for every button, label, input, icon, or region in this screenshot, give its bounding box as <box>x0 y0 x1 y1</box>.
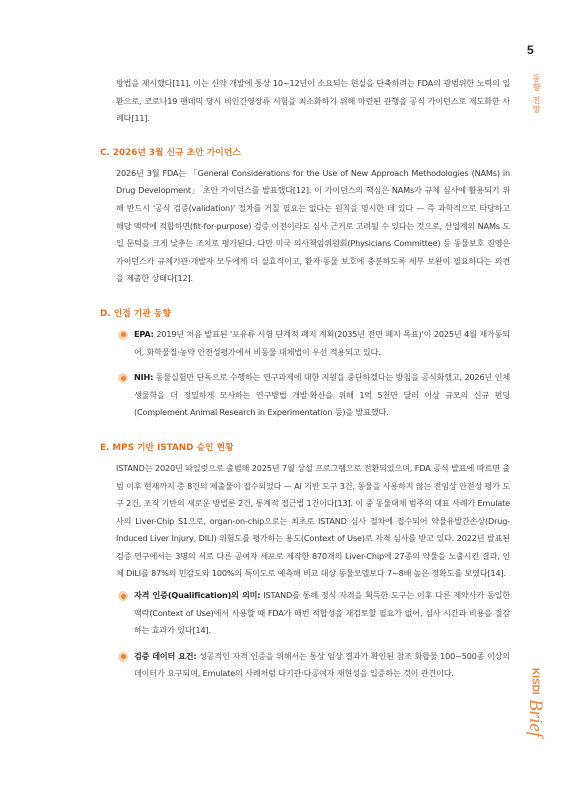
brand-logo <box>520 668 550 748</box>
brand-brief: Brief <box>525 698 546 737</box>
bullet-term: 자격 인증(Qualification)의 의미: <box>134 590 261 601</box>
side-section-label: 동향 전망 <box>532 74 541 114</box>
orange-dot-bullet-icon <box>118 373 128 383</box>
intro-paragraph: 방법을 제시했다[11]. 이는 신약 개발에 통상 10~12년이 소요되는 현실을 단축하려는 FDA의 광범위한 노력의 일환으로, 코로나19 팬데믹 당시 비인간영장류 시험을 최소화하기 위해 마련된 관행을 공식 가이던스로 제도화한 사례다[11]. <box>116 78 510 124</box>
bullet-text: ISTAND를 통해 정식 자격을 획득한 도구는 이후 다른 제약사가 동일한 맥락(Context of Use)에서 사용할 때 FDA가 매번 적합성을 재검토할 필요가 없어, 심사 시간과 비용을 절감하는 효과가 있다[14]. <box>134 590 510 636</box>
list-item-epa <box>100 326 510 361</box>
bullet-term: NIH: <box>134 372 154 383</box>
list-item-nih <box>100 369 510 422</box>
section-c-heading: C. 2026년 3월 신규 초안 가이던스 <box>100 147 241 158</box>
section-e-paragraph: ISTAND는 2020년 파일럿으로 출범해 2025년 7월 상설 프로그램으로 전환되었으며, FDA 공식 발표에 따르면 출범 이후 현재까지 총 8건의 제출물이 접수되었다 — AI 기반 도구 3건, 동물을 사용하지 않는 전임상 안전성 평가 도구 2건, 조직 기반의 새로운 방법론 2건, 통계적 접근법 1건이다[13]. 이 중 동물대체 범주의 대표 사례가 Emulate사의 Liver-Chip S1으로, organ-on-chip으로는 최초로 ISTAND 심사 절차에 접수되어 약물유발간손상(Drug-Induced Liver Injury, DILI) 위험도를 평가하는 용도(Context of Use)로 자격 심사를 받고 있다. 2022년 발표된 검증 연구에서는 3명의 서로 다른 공여자 세포로 제작한 870개의 Liver-Chip에 27종의 약물을 노출시킨 결과, 인체 DILI를 87%의 민감도와 100%의 특이도로 예측해 비교 대상 동물모델보다 7~8배 높은 정확도를 보였다[14]. <box>116 462 510 579</box>
brand-kisdi: KISDI <box>529 668 541 695</box>
section-c-paragraph: 2026년 3월 FDA는 「General Considerations for the Use of New Approach Methodologies (NAMs) in Drug Development」 초안 가이던스를 발표했다[12]. 이 가이던스의 핵심은 NAMs가 규제 심사에 활용되기 위해 반드시 '공식 검증(validation)' 절차를 거칠 필요는 없다는 원칙을 명시한 데 있다 — 즉 과학적으로 타당하고 해당 맥락에 적합하면(fit-for-purpose) 검증 이전이라도 심사 근거로 고려될 수 있다는 것으로, 산업계의 NAMs 도입 문턱을 크게 낮추는 조치로 평가된다. 다만 미국 의사책임위원회(Physicians Committee) 등 동물보호 진영은 가이던스가 규제기관·개발자 모두에게 더 실효적이고, 환자·동물 보호에 충분하도록 세부 보완이 필요하다는 의견을 제출한 상태다[12]. <box>116 167 510 284</box>
main-content <box>100 75 510 683</box>
bullet-text: 2019년 처음 발표된 '포유류 시험 단계적 폐지 계획(2035년 전면 폐지 목표)'이 2025년 4월 재가동되어, 화학물질·농약 안전성평가에서 비동물 대체법이 우선 적용되고 있다. <box>134 328 510 357</box>
bullet-term: 검증 데이터 요건: <box>134 650 197 661</box>
section-e-heading: E. MPS 기반 ISTAND 승인 현황 <box>100 442 234 453</box>
page-number: 5 <box>527 43 534 57</box>
bullet-text: 동물실험만 단독으로 수행하는 연구과제에 대한 지원을 중단하겠다는 방침을 공식화했고, 2026년 인체 생물학을 더 정밀하게 모사하는 연구방법 개발·확산을 위해 1억 5천만 달러 이상 규모의 신규 펀딩(Complement Animal Research in Experimentation 등)을 발표했다. <box>134 372 510 418</box>
section-d-heading: D. 인접 기관 동향 <box>100 308 171 319</box>
list-item-qualification <box>100 587 510 640</box>
bullet-term: EPA: <box>134 328 154 339</box>
list-item-validation-data <box>100 648 510 683</box>
bullet-text: 성공적인 자격 인증을 위해서는 통상 임상 결과가 확인된 참조 화합물 100~500종 이상의 데이터가 요구되며, Emulate의 사례처럼 다기관·다공여자 재현성을 입증하는 것이 관건이다. <box>134 650 510 679</box>
orange-dot-bullet-icon <box>118 652 128 662</box>
orange-dot-bullet-icon <box>118 591 128 601</box>
orange-dot-bullet-icon <box>118 330 128 340</box>
